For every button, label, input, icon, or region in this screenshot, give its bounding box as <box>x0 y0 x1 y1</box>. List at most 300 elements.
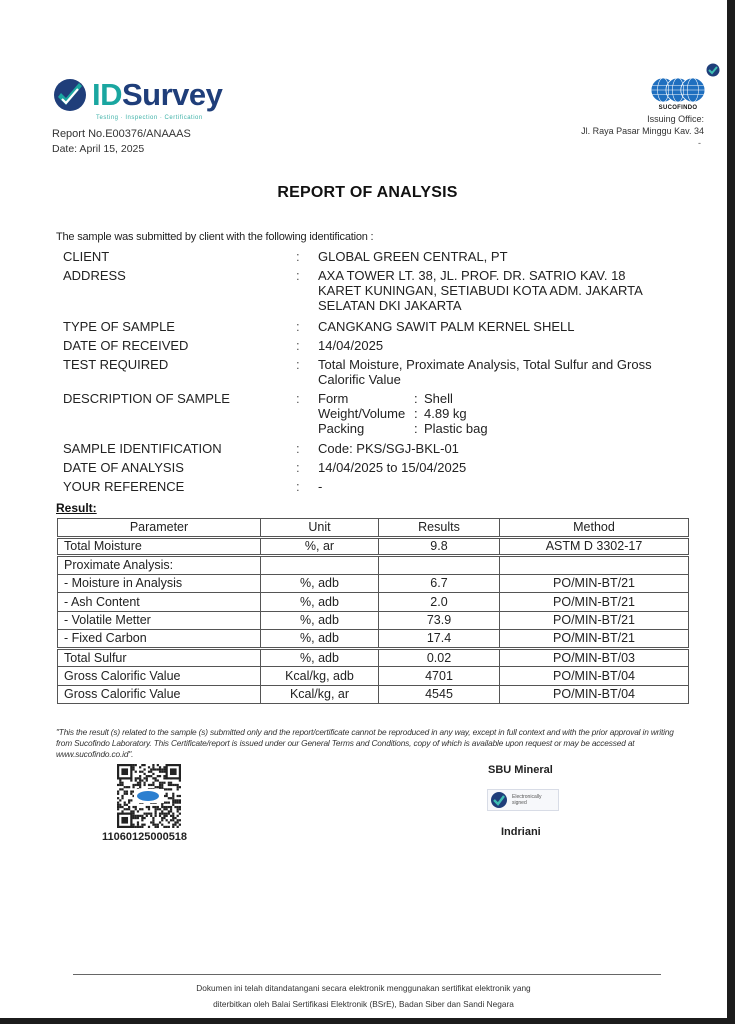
qr-module <box>143 782 145 784</box>
qr-module <box>132 817 134 819</box>
qr-module <box>139 826 141 828</box>
qr-module <box>177 826 179 828</box>
issuing-office-trailing-mark: - <box>698 138 701 148</box>
qr-module <box>150 815 152 817</box>
qr-module <box>157 779 159 781</box>
qr-module <box>119 804 121 806</box>
qr-module <box>170 819 172 821</box>
qr-module <box>143 768 145 770</box>
qr-module <box>179 806 181 808</box>
qr-module <box>159 808 161 810</box>
qr-module <box>172 795 174 797</box>
disclaimer-text: "This the result (s) related to the sample (s) submitted only and the report/certificate cannot be reproduced in any way, except in full context and with the prior approval in writing from Sucofindo Laboratory. This Certificate/report is issued under our General Terms and Conditions, copy of which is available upon request or may be accessed at www.sucofindo.co.id". <box>56 727 674 759</box>
qr-module <box>130 799 132 801</box>
qr-module <box>135 764 137 766</box>
qr-module <box>159 815 161 817</box>
qr-module <box>135 815 137 817</box>
qr-module <box>137 826 139 828</box>
cell-method: PO/MIN-BT/21 <box>500 611 689 630</box>
qr-module <box>124 790 126 792</box>
address-line: KARET KUNINGAN, SETIABUDI KOTA ADM. JAKARTA <box>318 283 643 298</box>
column-header-parameter: Parameter <box>58 519 261 538</box>
qr-module <box>161 813 163 815</box>
qr-module <box>163 806 165 808</box>
qr-module <box>152 824 154 826</box>
qr-module <box>166 802 168 804</box>
qr-module <box>132 806 134 808</box>
qr-module <box>139 782 141 784</box>
footer-divider <box>73 974 661 975</box>
ident-value <box>318 357 683 387</box>
cell-parameter: Gross Calorific Value <box>58 685 261 704</box>
cell-result <box>379 556 500 575</box>
esign-check-icon <box>490 791 508 809</box>
qr-module <box>157 808 159 810</box>
qr-module <box>126 793 128 795</box>
qr-module <box>155 810 157 812</box>
qr-module <box>117 797 119 799</box>
qr-module <box>117 804 119 806</box>
cell-parameter: Gross Calorific Value <box>58 667 261 686</box>
qr-module <box>135 779 137 781</box>
qr-module <box>152 821 154 823</box>
qr-module <box>146 815 148 817</box>
qr-module <box>170 806 172 808</box>
esign-text-line: signed <box>512 800 527 806</box>
desc-value: Shell <box>424 391 453 406</box>
table-row <box>58 667 689 686</box>
qr-module <box>155 824 157 826</box>
qr-module <box>137 815 139 817</box>
cell-result: 9.8 <box>379 537 500 556</box>
qr-module <box>172 802 174 804</box>
qr-module <box>161 782 163 784</box>
desc-key: Weight/Volume <box>318 406 406 421</box>
separator: : <box>296 319 300 334</box>
document-title: REPORT OF ANALYSIS <box>277 184 458 201</box>
qr-module <box>163 777 165 779</box>
qr-module <box>179 779 181 781</box>
qr-module <box>132 813 134 815</box>
qr-module <box>152 773 154 775</box>
qr-module <box>168 784 170 786</box>
cell-parameter: Total Sulfur <box>58 648 261 667</box>
qr-module <box>177 786 179 788</box>
qr-module <box>177 808 179 810</box>
cell-result: 6.7 <box>379 574 500 593</box>
qr-module <box>177 788 179 790</box>
qr-module <box>177 819 179 821</box>
qr-finder <box>121 817 128 824</box>
qr-module <box>166 813 168 815</box>
ident-label: YOUR REFERENCE <box>63 479 185 494</box>
qr-module <box>152 817 154 819</box>
qr-module <box>117 802 119 804</box>
ident-label: TYPE OF SAMPLE <box>63 319 175 334</box>
cell-result: 17.4 <box>379 630 500 649</box>
qr-module <box>121 788 123 790</box>
qr-module <box>170 788 172 790</box>
cell-method: PO/MIN-BT/21 <box>500 574 689 593</box>
table-row <box>58 630 689 649</box>
idsurvey-logo-row <box>52 76 252 114</box>
column-header-method: Method <box>500 519 689 538</box>
qr-module <box>155 813 157 815</box>
qr-module <box>163 782 165 784</box>
separator: : <box>296 338 300 353</box>
qr-module <box>152 777 154 779</box>
qr-module <box>179 819 181 821</box>
cell-result: 0.02 <box>379 648 500 667</box>
qr-module <box>148 775 150 777</box>
idsurvey-wordmark <box>92 78 222 112</box>
separator: : <box>414 421 418 436</box>
qr-module <box>172 799 174 801</box>
qr-code-icon[interactable] <box>116 764 182 828</box>
qr-module <box>139 771 141 773</box>
qr-module <box>139 815 141 817</box>
qr-module <box>163 813 165 815</box>
qr-module <box>152 784 154 786</box>
qr-module <box>163 766 165 768</box>
ident-value: Code: PKS/SGJ-BKL-01 <box>318 441 459 456</box>
qr-module <box>177 815 179 817</box>
ident-value: CANGKANG SAWIT PALM KERNEL SHELL <box>318 319 575 334</box>
qr-module <box>132 815 134 817</box>
qr-module <box>119 806 121 808</box>
esign-text-line: Electronically <box>512 794 542 800</box>
test-line: Calorific Value <box>318 372 401 387</box>
qr-code-number: 11060125000518 <box>102 831 188 843</box>
qr-module <box>141 826 143 828</box>
qr-module <box>143 817 145 819</box>
qr-module <box>141 817 143 819</box>
qr-module <box>157 775 159 777</box>
cell-result: 4701 <box>379 667 500 686</box>
qr-module <box>117 790 119 792</box>
cell-method: ASTM D 3302-17 <box>500 537 689 556</box>
cell-parameter: - Moisture in Analysis <box>58 574 261 593</box>
ident-value <box>318 268 683 313</box>
cell-unit: %, adb <box>261 648 379 667</box>
electronic-signature-badge <box>487 789 559 811</box>
ident-label: CLIENT <box>63 249 110 264</box>
qr-module <box>152 782 154 784</box>
cell-result: 2.0 <box>379 593 500 612</box>
qr-module <box>137 824 139 826</box>
separator: : <box>296 357 300 372</box>
qr-module <box>121 797 123 799</box>
qr-module <box>128 786 130 788</box>
qr-module <box>177 802 179 804</box>
ident-label: TEST REQUIRED <box>63 357 169 372</box>
qr-module <box>168 826 170 828</box>
report-number: Report No.E00376/ANAAAS <box>52 128 191 140</box>
qr-module <box>172 797 174 799</box>
qr-module <box>124 793 126 795</box>
ident-label: DESCRIPTION OF SAMPLE <box>63 391 230 406</box>
qr-module <box>168 788 170 790</box>
qr-module <box>174 802 176 804</box>
qr-module <box>119 799 121 801</box>
qr-module <box>124 786 126 788</box>
qr-module <box>135 777 137 779</box>
qr-module <box>170 782 172 784</box>
ident-value <box>318 391 683 436</box>
qr-module <box>143 764 145 766</box>
cell-method <box>500 556 689 575</box>
cell-unit: %, ar <box>261 537 379 556</box>
qr-module <box>126 808 128 810</box>
qr-module <box>168 802 170 804</box>
cell-method: PO/MIN-BT/03 <box>500 648 689 667</box>
cell-method: PO/MIN-BT/21 <box>500 630 689 649</box>
ident-row-test-required <box>63 357 683 387</box>
qr-module <box>172 824 174 826</box>
qr-module <box>163 815 165 817</box>
qr-module <box>157 764 159 766</box>
qr-module <box>146 806 148 808</box>
qr-module <box>155 777 157 779</box>
qr-module <box>179 813 181 815</box>
qr-module <box>148 826 150 828</box>
qr-module <box>168 810 170 812</box>
qr-module <box>137 784 139 786</box>
desc-value: Plastic bag <box>424 421 488 436</box>
qr-module <box>121 782 123 784</box>
verified-badge-icon <box>706 63 720 77</box>
qr-module <box>150 821 152 823</box>
qr-module <box>132 824 134 826</box>
qr-module <box>161 804 163 806</box>
qr-module <box>177 810 179 812</box>
qr-module <box>126 786 128 788</box>
qr-module <box>124 808 126 810</box>
separator: : <box>414 391 418 406</box>
qr-module <box>157 768 159 770</box>
qr-module <box>139 766 141 768</box>
cell-parameter: Total Moisture <box>58 537 261 556</box>
separator: : <box>296 460 300 475</box>
qr-module <box>143 773 145 775</box>
qr-module <box>148 766 150 768</box>
qr-module <box>141 819 143 821</box>
qr-module <box>163 771 165 773</box>
qr-module <box>150 768 152 770</box>
qr-module <box>121 806 123 808</box>
qr-module <box>135 806 137 808</box>
qr-module <box>132 768 134 770</box>
qr-module <box>119 788 121 790</box>
test-line: Total Moisture, Proximate Analysis, Total Sulfur and Gross <box>318 357 652 372</box>
qr-module <box>168 797 170 799</box>
separator: : <box>296 268 300 283</box>
brand-id-text: ID <box>92 77 122 112</box>
qr-module <box>141 808 143 810</box>
qr-module <box>130 810 132 812</box>
qr-module <box>132 826 134 828</box>
qr-module <box>166 826 168 828</box>
qr-module <box>137 817 139 819</box>
qr-module <box>132 764 134 766</box>
qr-module <box>179 802 181 804</box>
cell-unit <box>261 556 379 575</box>
esign-text <box>512 794 541 806</box>
qr-module <box>166 806 168 808</box>
desc-key: Packing <box>318 421 365 436</box>
qr-finder <box>121 768 128 775</box>
qr-module <box>119 782 121 784</box>
qr-module <box>161 819 163 821</box>
qr-module <box>174 821 176 823</box>
qr-module <box>161 786 163 788</box>
qr-module <box>157 786 159 788</box>
qr-module <box>168 782 170 784</box>
qr-module <box>139 777 141 779</box>
qr-module <box>148 808 150 810</box>
qr-module <box>155 815 157 817</box>
qr-module <box>177 821 179 823</box>
qr-module <box>174 784 176 786</box>
qr-module <box>163 808 165 810</box>
qr-module <box>141 824 143 826</box>
table-row <box>58 556 689 575</box>
qr-module <box>170 784 172 786</box>
qr-module <box>161 771 163 773</box>
qr-module <box>159 813 161 815</box>
ident-value: - <box>318 479 323 494</box>
qr-module <box>130 790 132 792</box>
ident-row-description <box>63 391 683 436</box>
qr-module <box>148 771 150 773</box>
idsurvey-logo <box>52 76 252 122</box>
brand-survey-text: Survey <box>122 77 223 112</box>
qr-module <box>170 808 172 810</box>
qr-module <box>117 808 119 810</box>
qr-module <box>150 771 152 773</box>
qr-module <box>152 768 154 770</box>
qr-module <box>161 768 163 770</box>
desc-key: Form <box>318 391 349 406</box>
qr-module <box>139 775 141 777</box>
idsurvey-check-icon <box>52 77 88 113</box>
qr-module <box>132 810 134 812</box>
qr-module <box>132 786 134 788</box>
qr-module <box>126 790 128 792</box>
qr-module <box>155 826 157 828</box>
qr-module <box>117 806 119 808</box>
qr-module <box>179 795 181 797</box>
qr-module <box>141 815 143 817</box>
qr-module <box>135 826 137 828</box>
qr-module <box>159 784 161 786</box>
sucofindo-name: SUCOFINDO <box>658 105 698 111</box>
qr-module <box>166 808 168 810</box>
ident-label: DATE OF RECEIVED <box>63 338 189 353</box>
qr-module <box>174 817 176 819</box>
qr-module <box>135 817 137 819</box>
brand-tagline: Testing · Inspection · Certification <box>96 115 203 121</box>
qr-module <box>161 784 163 786</box>
qr-module <box>159 782 161 784</box>
qr-module <box>179 799 181 801</box>
cell-method: PO/MIN-BT/04 <box>500 667 689 686</box>
cell-result: 73.9 <box>379 611 500 630</box>
ident-value: 14/04/2025 <box>318 338 384 353</box>
sucofindo-globe-logo-icon <box>648 77 708 103</box>
qr-center-logo-icon <box>137 791 159 801</box>
signer-name: Indriani <box>501 826 541 838</box>
qr-module <box>168 806 170 808</box>
qr-module <box>174 799 176 801</box>
qr-module <box>159 771 161 773</box>
qr-module <box>161 817 163 819</box>
footer-line-1: Dokumen ini telah ditandatangani secara elektronik menggunakan sertifikat elektronik yang <box>196 983 531 993</box>
address-line: AXA TOWER LT. 38, JL. PROF. DR. SATRIO KAV. 18 <box>318 268 626 283</box>
qr-module <box>168 813 170 815</box>
qr-module <box>177 795 179 797</box>
qr-module <box>155 779 157 781</box>
separator: : <box>296 249 300 264</box>
ident-row-date-analysis <box>63 460 683 475</box>
qr-module <box>157 806 159 808</box>
table-row <box>58 685 689 704</box>
address-line: SELATAN DKI JAKARTA <box>318 298 462 313</box>
qr-module <box>161 810 163 812</box>
qr-finder <box>170 768 177 775</box>
qr-module <box>146 813 148 815</box>
ident-value: 14/04/2025 to 15/04/2025 <box>318 460 467 475</box>
separator: : <box>296 479 300 494</box>
qr-module <box>128 802 130 804</box>
qr-module <box>163 775 165 777</box>
separator: : <box>296 441 300 456</box>
ident-row-sample-identification <box>63 441 683 456</box>
qr-module <box>130 793 132 795</box>
footer-line-2: diterbitkan oleh Balai Sertifikasi Elektronik (BSrE), Badan Siber dan Sandi Negara <box>213 999 514 1009</box>
qr-module <box>141 771 143 773</box>
qr-module <box>146 779 148 781</box>
qr-module <box>135 808 137 810</box>
qr-module <box>166 788 168 790</box>
qr-module <box>148 813 150 815</box>
ident-row-date-received <box>63 338 683 353</box>
cell-parameter: - Fixed Carbon <box>58 630 261 649</box>
qr-module <box>128 808 130 810</box>
qr-module <box>152 764 154 766</box>
qr-module <box>137 782 139 784</box>
qr-module <box>170 810 172 812</box>
qr-module <box>172 826 174 828</box>
qr-module <box>141 779 143 781</box>
qr-module <box>135 771 137 773</box>
qr-module <box>172 793 174 795</box>
column-header-results: Results <box>379 519 500 538</box>
qr-module <box>135 784 137 786</box>
ident-row-type-of-sample <box>63 319 683 334</box>
qr-module <box>152 806 154 808</box>
qr-module <box>168 821 170 823</box>
cell-result: 4545 <box>379 685 500 704</box>
description-grid <box>318 391 683 436</box>
table-row <box>58 648 689 667</box>
qr-module <box>121 784 123 786</box>
ident-row-address <box>63 268 683 313</box>
cell-parameter: Proximate Analysis: <box>58 556 261 575</box>
qr-module <box>119 784 121 786</box>
qr-module <box>179 824 181 826</box>
qr-module <box>179 786 181 788</box>
